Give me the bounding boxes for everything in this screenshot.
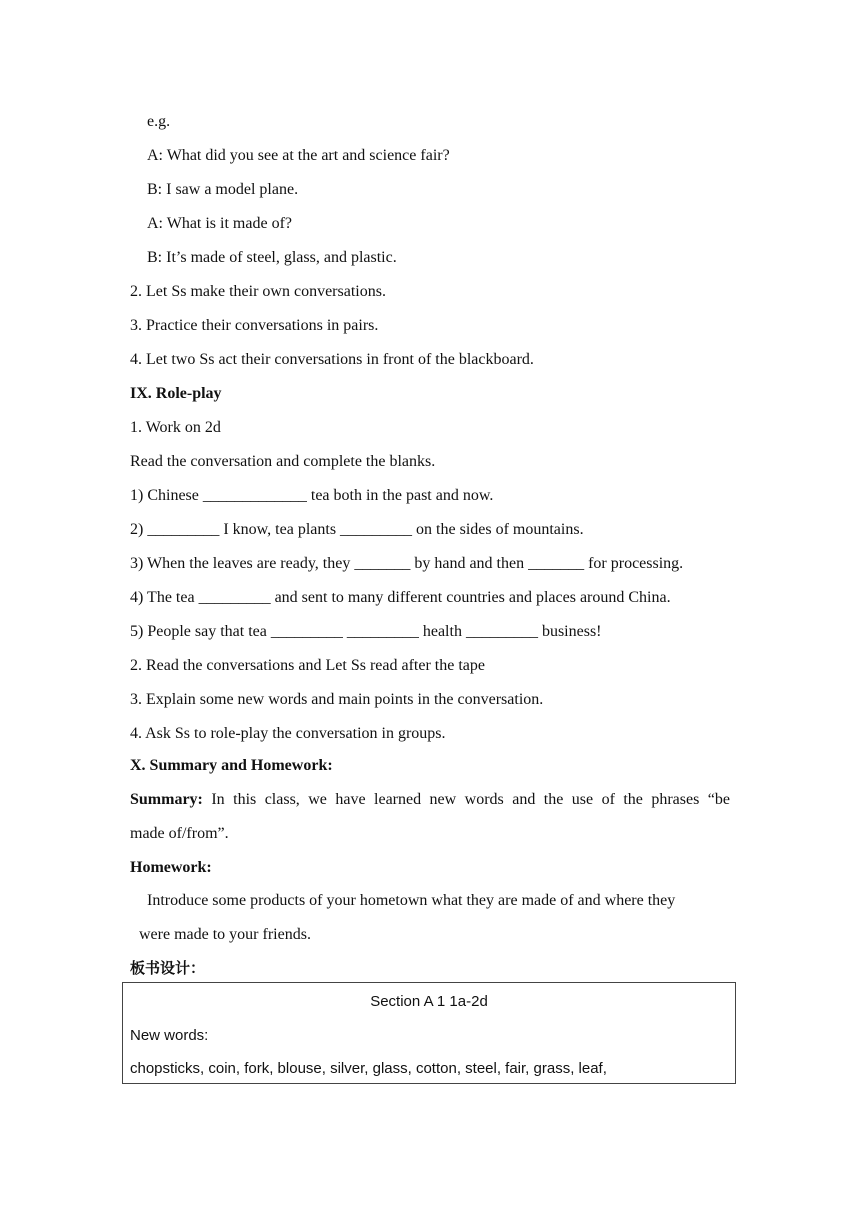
blanks-instruction: Read the conversation and complete the blanks. — [130, 453, 436, 470]
step-role-play-groups: 4. Ask Ss to role-play the conversation in groups. — [130, 725, 446, 742]
homework-line-2: were made to your friends. — [139, 926, 311, 943]
step-practice-pairs: 3. Practice their conversations in pairs. — [130, 317, 379, 334]
eg-line-3: A: What is it made of? — [147, 215, 292, 232]
homework-line-1: Introduce some products of your hometown what they are made of and where they — [147, 892, 676, 909]
summary-text: In this class, we have learned new words and the use of the phrases “be — [202, 791, 730, 808]
step-read-after-tape: 2. Read the conversations and Let Ss read after the tape — [130, 657, 485, 674]
eg-line-2: B: I saw a model plane. — [147, 181, 299, 198]
board-new-words-label: New words: — [130, 1027, 209, 1044]
eg-line-1: A: What did you see at the art and science fair? — [147, 147, 450, 164]
blank-sentence-3: 3) When the leaves are ready, they _______ by hand and then _______ for processing. — [130, 555, 684, 572]
summary-label: Summary: — [130, 791, 203, 808]
blank-sentence-1: 1) Chinese _____________ tea both in the past and now. — [130, 487, 494, 504]
summary-paragraph-line-1 — [130, 790, 730, 810]
blank-sentence-4: 4) The tea _________ and sent to many different countries and places around China. — [130, 589, 671, 606]
step-explain-words: 3. Explain some new words and main points in the conversation. — [130, 691, 544, 708]
eg-line-4: B: It’s made of steel, glass, and plastic. — [147, 249, 397, 266]
section-heading-role-play: IX. Role-play — [130, 385, 222, 402]
blank-sentence-5: 5) People say that tea _________ _________ health _________ business! — [130, 623, 602, 640]
step-work-on-2d: 1. Work on 2d — [130, 419, 221, 436]
step-act-conversations: 4. Let two Ss act their conversations in front of the blackboard. — [130, 351, 534, 368]
board-design-heading: 板书设计： — [130, 959, 206, 977]
step-make-conversations: 2. Let Ss make their own conversations. — [130, 283, 386, 300]
section-heading-summary-homework: X. Summary and Homework: — [130, 757, 333, 774]
blank-sentence-2: 2) _________ I know, tea plants _________ on the sides of mountains. — [130, 521, 584, 538]
board-word-list: chopsticks, coin, fork, blouse, silver, glass, cotton, steel, fair, grass, leaf, — [130, 1060, 607, 1077]
eg-label: e.g. — [147, 113, 171, 130]
summary-paragraph-line-2: made of/from”. — [130, 825, 229, 842]
board-design-box — [122, 982, 736, 1084]
board-title: Section A 1 1a-2d — [370, 993, 488, 1010]
homework-label: Homework: — [130, 859, 212, 876]
